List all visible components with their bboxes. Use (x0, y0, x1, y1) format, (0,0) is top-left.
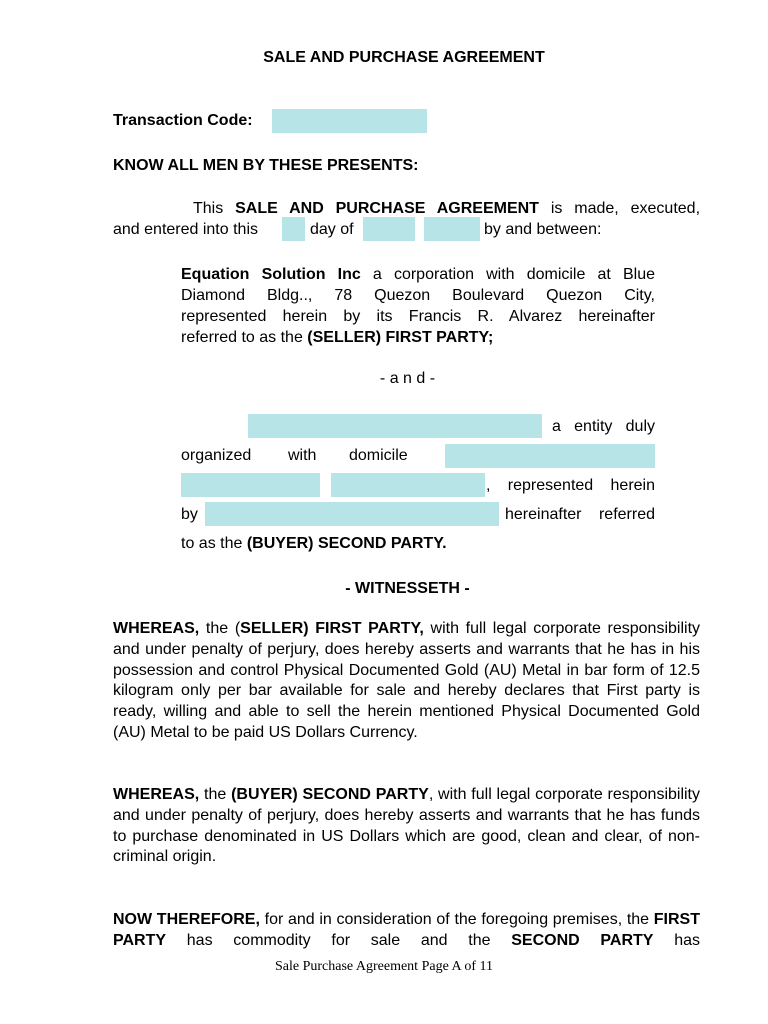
buyer-address-field-1[interactable] (181, 473, 320, 497)
buyer-hereinafter-text: hereinafter referred (505, 506, 655, 523)
intro-entered-text: and entered into this (113, 221, 258, 238)
transaction-code-field[interactable] (272, 109, 427, 133)
and-separator: - a n d - (379, 370, 436, 387)
page-footer: Sale Purchase Agreement Page A of 11 (275, 959, 493, 974)
month-field[interactable] (363, 217, 415, 241)
transaction-code-label: Transaction Code: (113, 112, 253, 129)
year-field[interactable] (424, 217, 480, 241)
buyer-second-party-line: to as the (BUYER) SECOND PARTY. (181, 535, 447, 552)
buyer-entity-text: a entity duly (552, 418, 655, 435)
seller-line-1: Equation Solution Inc a corporation with domicile at Blue (181, 266, 655, 283)
day-field[interactable] (282, 217, 305, 241)
whereas-seller-paragraph: WHEREAS, the (SELLER) FIRST PARTY, with full legal corporate responsibility and under penalty of perjury, does hereby asserts and warrants that he has in his possession and control Physical Documented Gold (AU) Metal in bar form of 12.5 kilogram only per bar available for sale and hereby declares that First party is ready, willing and able to sell the herein mentioned Physical Documented Gold (AU) Metal to be paid US Dollars Currency. (113, 620, 701, 741)
buyer-by-text: by (181, 506, 198, 523)
seller-line-3: represented herein by its Francis R. Alvarez hereinafter (181, 308, 655, 325)
witnesseth-heading: - WITNESSETH - (345, 580, 470, 597)
now-therefore-paragraph: NOW THEREFORE, for and in consideration of the foregoing premises, the FIRST PARTY has commodity for sale and the SECOND PARTY has (113, 911, 700, 949)
agreement-name: SALE AND PURCHASE AGREEMENT (235, 200, 539, 217)
intro-line-1: This SALE AND PURCHASE AGREEMENT is made, executed, (193, 200, 701, 217)
intro-between-text: by and between: (484, 221, 602, 238)
seller-line-2: Diamond Bldg.., 78 Quezon Boulevard Quezon City, (181, 287, 655, 304)
buyer-address-field-2[interactable] (331, 473, 485, 497)
buyer-domicile-field[interactable] (445, 444, 655, 468)
seller-name: Equation Solution Inc (181, 266, 361, 283)
buyer-name-field[interactable] (248, 414, 542, 438)
document-title: SALE AND PURCHASE AGREEMENT (263, 49, 545, 66)
buyer-representative-field[interactable] (205, 502, 499, 526)
seller-line-4: referred to as the (SELLER) FIRST PARTY; (181, 329, 494, 346)
buyer-organized-text: organized (181, 447, 252, 464)
whereas-buyer-paragraph: WHEREAS, the (BUYER) SECOND PARTY, with full legal corporate responsibility and under penalty of perjury, does hereby asserts and warrants that he has funds to purchase denominated in US Dollars which are good, clean and clear, of non-criminal origin. (113, 786, 701, 866)
intro-day-of-text: day of (310, 221, 354, 238)
buyer-domicile-text: domicile (349, 447, 408, 464)
know-all-heading: KNOW ALL MEN BY THESE PRESENTS: (113, 157, 419, 174)
buyer-represented-text: , represented herein (486, 477, 655, 494)
buyer-with-text: with (288, 447, 317, 464)
